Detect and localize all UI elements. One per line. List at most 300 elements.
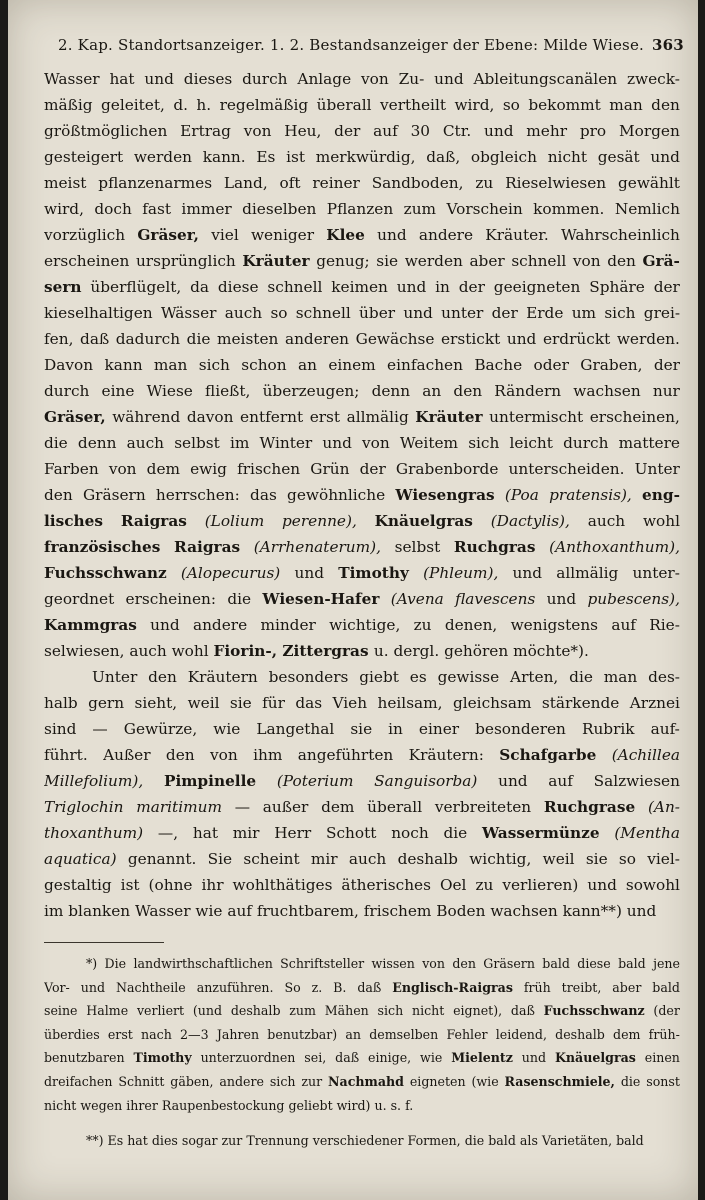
word: gleichsam [452, 694, 532, 712]
word: so [270, 304, 288, 322]
word: andere [192, 616, 248, 634]
word: Wiese [146, 382, 193, 400]
word: wachsen [490, 902, 563, 920]
word: einige, [368, 1050, 412, 1066]
word: Gräsern [82, 486, 146, 504]
word: der [491, 304, 518, 322]
main-text [44, 66, 680, 924]
word: z. [311, 979, 323, 995]
word: von [210, 746, 238, 764]
word: maritimum [136, 798, 222, 816]
word: es [409, 668, 427, 686]
word: die [44, 434, 68, 452]
word: wichtige, [329, 616, 401, 634]
word: denen, [444, 616, 498, 634]
word: Unter [634, 460, 680, 478]
word: pflanzenarmes [98, 174, 213, 192]
word: überflügelt, [90, 278, 182, 296]
word: viel [211, 226, 239, 244]
word: Graben, [580, 356, 643, 374]
word: sind [44, 720, 77, 738]
word: den [148, 668, 177, 686]
word: Zittergras [282, 642, 374, 660]
word: (Poterium [276, 772, 354, 790]
word: Millefolium), [44, 772, 144, 790]
word: Kräuter [415, 408, 483, 426]
word: —, [157, 824, 179, 842]
word: Boden [436, 902, 491, 920]
text-line [44, 222, 680, 248]
word: doch [94, 200, 132, 218]
word: ihm [253, 746, 283, 764]
word: gewählt [617, 174, 680, 192]
word: meist [44, 174, 87, 192]
word: von [362, 434, 390, 452]
word: und [322, 434, 352, 452]
word: Wiesen-Hafer [262, 590, 380, 608]
word: eine [101, 382, 135, 400]
word: Knäuelgras [374, 512, 473, 530]
word: wohl [642, 512, 680, 530]
word: Kammgras [44, 616, 137, 634]
word: wachsen [573, 382, 641, 400]
word: pro [579, 122, 607, 140]
word: Mielentz [451, 1050, 513, 1066]
word: obgleich [470, 148, 537, 166]
word: deshalb [230, 1003, 281, 1019]
word: **) [86, 1133, 108, 1149]
word: die [227, 590, 252, 608]
word: Nemlich [614, 200, 680, 218]
word: jene [653, 956, 680, 971]
word: B. [333, 979, 347, 995]
word: mehr [526, 122, 568, 140]
word: erst [309, 408, 341, 426]
word: selbst [394, 538, 441, 556]
word: und [144, 70, 174, 88]
word: dem [146, 460, 181, 478]
text-line [44, 638, 680, 664]
text-line [44, 664, 680, 690]
word: den [44, 486, 73, 504]
word: die [186, 330, 211, 348]
word: eignet), [453, 1003, 503, 1019]
word: scheint [243, 850, 300, 868]
word: Erde [526, 304, 564, 322]
word: und [377, 226, 407, 244]
word: (Anthoxanthum), [549, 538, 680, 556]
word: nicht [44, 1097, 81, 1113]
word: erscheinen: [125, 590, 217, 608]
word: sie [376, 252, 399, 270]
word: Sandboden, [371, 174, 464, 192]
footnotes [44, 952, 680, 1153]
word: Vieh [332, 694, 368, 712]
word: seine [44, 1003, 78, 1019]
word: und [498, 772, 528, 790]
word: Anlage [297, 70, 352, 88]
word: Grün [310, 460, 350, 478]
word: Rändern [494, 382, 562, 400]
word: Raigras [174, 538, 241, 556]
footnote-line [44, 1070, 680, 1094]
word: bald [618, 956, 646, 971]
word: sich [468, 434, 500, 452]
word: Salzwiesen [593, 772, 680, 790]
word: Kräuter. [485, 226, 549, 244]
word: (Lolium [204, 512, 265, 530]
word: Gräser, [137, 226, 199, 244]
word: Timothy [133, 1050, 192, 1066]
word: Wahrscheinlich [560, 226, 680, 244]
word: und [150, 616, 180, 634]
word: Sanguisorba) [374, 772, 478, 790]
word: benutzbaren [44, 1050, 125, 1066]
word: und [546, 590, 577, 608]
word: überall [367, 798, 423, 816]
word: der [334, 122, 361, 140]
word: sie [585, 850, 608, 868]
word: Fuchsschwanz [44, 564, 167, 582]
text-line [44, 248, 680, 274]
footnote-line [44, 1129, 680, 1153]
word: wohl [171, 642, 214, 660]
word: Jahren [216, 1026, 260, 1042]
word: und [650, 148, 680, 166]
word: sern [44, 278, 82, 296]
word: ewig [190, 460, 227, 478]
word: heilsam, [377, 694, 443, 712]
word: nicht [411, 1003, 445, 1019]
word: einer [418, 720, 460, 738]
word: (Mentha [614, 824, 680, 842]
word: auf [373, 122, 398, 140]
word: d. [173, 96, 188, 114]
word: Klee [326, 226, 365, 244]
word: bald [616, 1133, 644, 1149]
word: geeigneten [493, 278, 581, 296]
text-line [44, 326, 680, 352]
word: demselben [369, 1026, 439, 1042]
word: und [506, 330, 537, 348]
word: der [458, 278, 485, 296]
word: werden. [616, 330, 680, 348]
word: Davon [44, 356, 94, 374]
word: wird, [44, 200, 84, 218]
page-number: 363 [652, 36, 684, 54]
word: Englisch-Raigras [392, 979, 513, 995]
word: das [295, 694, 323, 712]
word: sowohl [625, 876, 680, 894]
word: mäßig [44, 96, 93, 114]
word: sei, [304, 1050, 327, 1066]
word: Knäuelgras [554, 1050, 636, 1066]
word: gesät [597, 148, 640, 166]
word: treibt, [561, 979, 602, 995]
word: weniger [250, 226, 315, 244]
word: Herr [274, 824, 312, 842]
word: den [165, 746, 195, 764]
word: 30 [410, 122, 431, 140]
word: die [620, 1073, 641, 1089]
word: einfachen [387, 356, 463, 374]
word: sich [198, 356, 230, 374]
footnote-gap [44, 1117, 680, 1129]
word: Rieselwiesen [505, 174, 607, 192]
word: Grabenborde [395, 460, 499, 478]
word: (Phleum), [423, 564, 499, 582]
word: kieselhaltigen [44, 304, 153, 322]
word: in [388, 720, 403, 738]
text-line [44, 456, 680, 482]
word: aber [612, 979, 642, 995]
word: u. [374, 1097, 391, 1113]
word: so [502, 96, 520, 114]
word: (Arrhenaterum), [253, 538, 381, 556]
word: Bache [474, 356, 523, 374]
word: diese [217, 278, 259, 296]
word: genug; [316, 252, 370, 270]
word: sie [350, 720, 373, 738]
word: daß [357, 979, 382, 995]
text-line [44, 404, 680, 430]
word: viel- [647, 850, 680, 868]
running-header [58, 36, 698, 62]
word: Pimpinelle [163, 772, 257, 790]
word: wird) [336, 1097, 375, 1113]
word: unterscheiden. [508, 460, 625, 478]
word: Gewächse [355, 330, 435, 348]
footnote-line [44, 999, 680, 1023]
word: während [112, 408, 181, 426]
word: zum [289, 1003, 316, 1019]
word: eng- [642, 486, 680, 504]
word: den [452, 956, 476, 971]
word: Morgen [618, 122, 680, 140]
word: leicht [509, 434, 553, 452]
word: ihr [201, 876, 224, 894]
word: die [464, 1133, 489, 1149]
word: — [92, 720, 108, 738]
text-line [44, 716, 680, 742]
word: Rubrik [581, 720, 635, 738]
word: perenne), [282, 512, 357, 530]
word: früh- [648, 1026, 680, 1042]
word: der [653, 356, 680, 374]
word: von [572, 252, 601, 270]
word: werden [404, 252, 463, 270]
word: möchte*). [513, 642, 589, 660]
word: da [190, 278, 210, 296]
word: Weitem [399, 434, 459, 452]
word: um [571, 304, 597, 322]
word: so [618, 850, 636, 868]
word: Heu, [284, 122, 322, 140]
text-line [44, 820, 680, 846]
word: Halme [86, 1003, 129, 1019]
word: sieht, [134, 694, 178, 712]
word: den [453, 382, 483, 400]
word: Nachmahd [328, 1073, 404, 1089]
word: merkwürdig, [315, 148, 416, 166]
word: daß [80, 330, 110, 348]
word: den [607, 252, 636, 270]
text-line [44, 170, 680, 196]
word: denn [77, 434, 117, 452]
word: bekommt [528, 96, 601, 114]
word: reiner [312, 174, 360, 192]
word: größtmöglichen [44, 122, 168, 140]
word: (An- [647, 798, 680, 816]
word: die [569, 668, 593, 686]
word: blanken [68, 902, 135, 920]
word: wegen [80, 1097, 127, 1113]
word: pubescens), [587, 590, 680, 608]
word: stärkende [541, 694, 620, 712]
word: gewöhnliche [287, 486, 386, 504]
word: erstickt [441, 330, 501, 348]
word: Kräutern [187, 668, 258, 686]
word: Pflanzen [326, 200, 394, 218]
word: Raupenbestockung [161, 1097, 289, 1113]
word: Wassermünze [481, 824, 600, 842]
word: wohlthätiges [232, 876, 333, 894]
word: auch [224, 304, 263, 322]
word: an [345, 1026, 362, 1042]
word: dieselben [242, 200, 317, 218]
word: Die [104, 956, 127, 971]
word: unter [441, 304, 484, 322]
word: (Dactylis), [490, 512, 570, 530]
word: erscheinen, [589, 408, 680, 426]
word: dreifachen [44, 1073, 113, 1089]
text-line [44, 794, 680, 820]
word: — [234, 798, 250, 816]
word: und [626, 902, 657, 920]
word: weil [187, 694, 220, 712]
word: Gräsern [483, 956, 535, 971]
word: sonst [646, 1073, 680, 1089]
word: (Avena [390, 590, 444, 608]
word: Fuchsschwanz [543, 1003, 645, 1019]
word: auf [548, 772, 573, 790]
word: lisches [44, 512, 104, 530]
word: thoxanthum) [44, 824, 144, 842]
word: selwiesen, [44, 642, 130, 660]
word: Trennung [246, 1133, 313, 1149]
word: erscheinen [44, 252, 130, 270]
text-line [44, 898, 680, 924]
word: daß, [426, 148, 461, 166]
word: Langethal [256, 720, 335, 738]
text-line [44, 690, 680, 716]
word: man [609, 96, 643, 114]
text-line [44, 742, 680, 768]
word: Ableitungscanälen [473, 70, 618, 88]
text-line [44, 846, 680, 872]
word: auf [611, 616, 636, 634]
word: schon [241, 356, 287, 374]
word: des- [648, 668, 680, 686]
word: und [587, 876, 617, 894]
word: Schriftsteller [280, 956, 365, 971]
word: wie [213, 720, 241, 738]
word: ist [286, 148, 306, 166]
word: französisches [44, 538, 161, 556]
word: keimen [331, 278, 388, 296]
word: zu [475, 876, 494, 894]
word: früh [523, 979, 551, 995]
word: Fehler [446, 1026, 488, 1042]
word: verlieren) [502, 876, 579, 894]
word: wichtig, [469, 850, 532, 868]
word: deshalb [397, 850, 458, 868]
word: fast [142, 200, 171, 218]
word: Fiorin-, [213, 642, 283, 660]
word: selbst [174, 434, 220, 452]
footnote-line [44, 976, 680, 1000]
word: unter- [632, 564, 680, 582]
word: mattere [618, 434, 680, 452]
word: von [361, 70, 389, 88]
word: gern [88, 694, 125, 712]
word: zur [301, 1073, 323, 1089]
word: daß [510, 1003, 535, 1019]
word: auch [129, 642, 172, 660]
word: Es [107, 1133, 128, 1149]
word: dies [151, 1133, 182, 1149]
word: Nachtheile [115, 979, 186, 995]
word: unterzuordnen [200, 1050, 296, 1066]
word: dadurch [115, 330, 181, 348]
word: untermischt [489, 408, 584, 426]
word: zu [475, 174, 494, 192]
word: frischen [237, 460, 301, 478]
word: Triglochin [44, 798, 124, 816]
word: nach [141, 1026, 172, 1042]
word: als [519, 1133, 542, 1149]
book-page [8, 0, 698, 1200]
word: durch [242, 70, 288, 88]
word: noch [391, 824, 429, 842]
word: erdrückt [542, 330, 611, 348]
word: denn [371, 382, 411, 400]
word: u. [373, 642, 394, 660]
word: und [434, 70, 464, 88]
word: und [484, 122, 514, 140]
word: Timothy [338, 564, 409, 582]
word: auch [348, 850, 387, 868]
text-line [44, 560, 680, 586]
word: Winter [259, 434, 313, 452]
word: s. [390, 1097, 406, 1113]
word: h. [196, 96, 212, 114]
word: Wässer [160, 304, 217, 322]
word: Rasenschmiele, [504, 1073, 615, 1089]
word: Land, [223, 174, 268, 192]
word: dergl. [393, 642, 445, 660]
word: Ruchgras [453, 538, 536, 556]
word: Wiesengras [395, 486, 495, 504]
word: geordnet [44, 590, 115, 608]
word: kann**) [562, 902, 627, 920]
word: schnell [267, 278, 323, 296]
word: Unter [92, 668, 138, 686]
word: diese [577, 956, 611, 971]
text-line [44, 430, 680, 456]
word: Kräuter [242, 252, 310, 270]
footnote-line [44, 1046, 680, 1070]
